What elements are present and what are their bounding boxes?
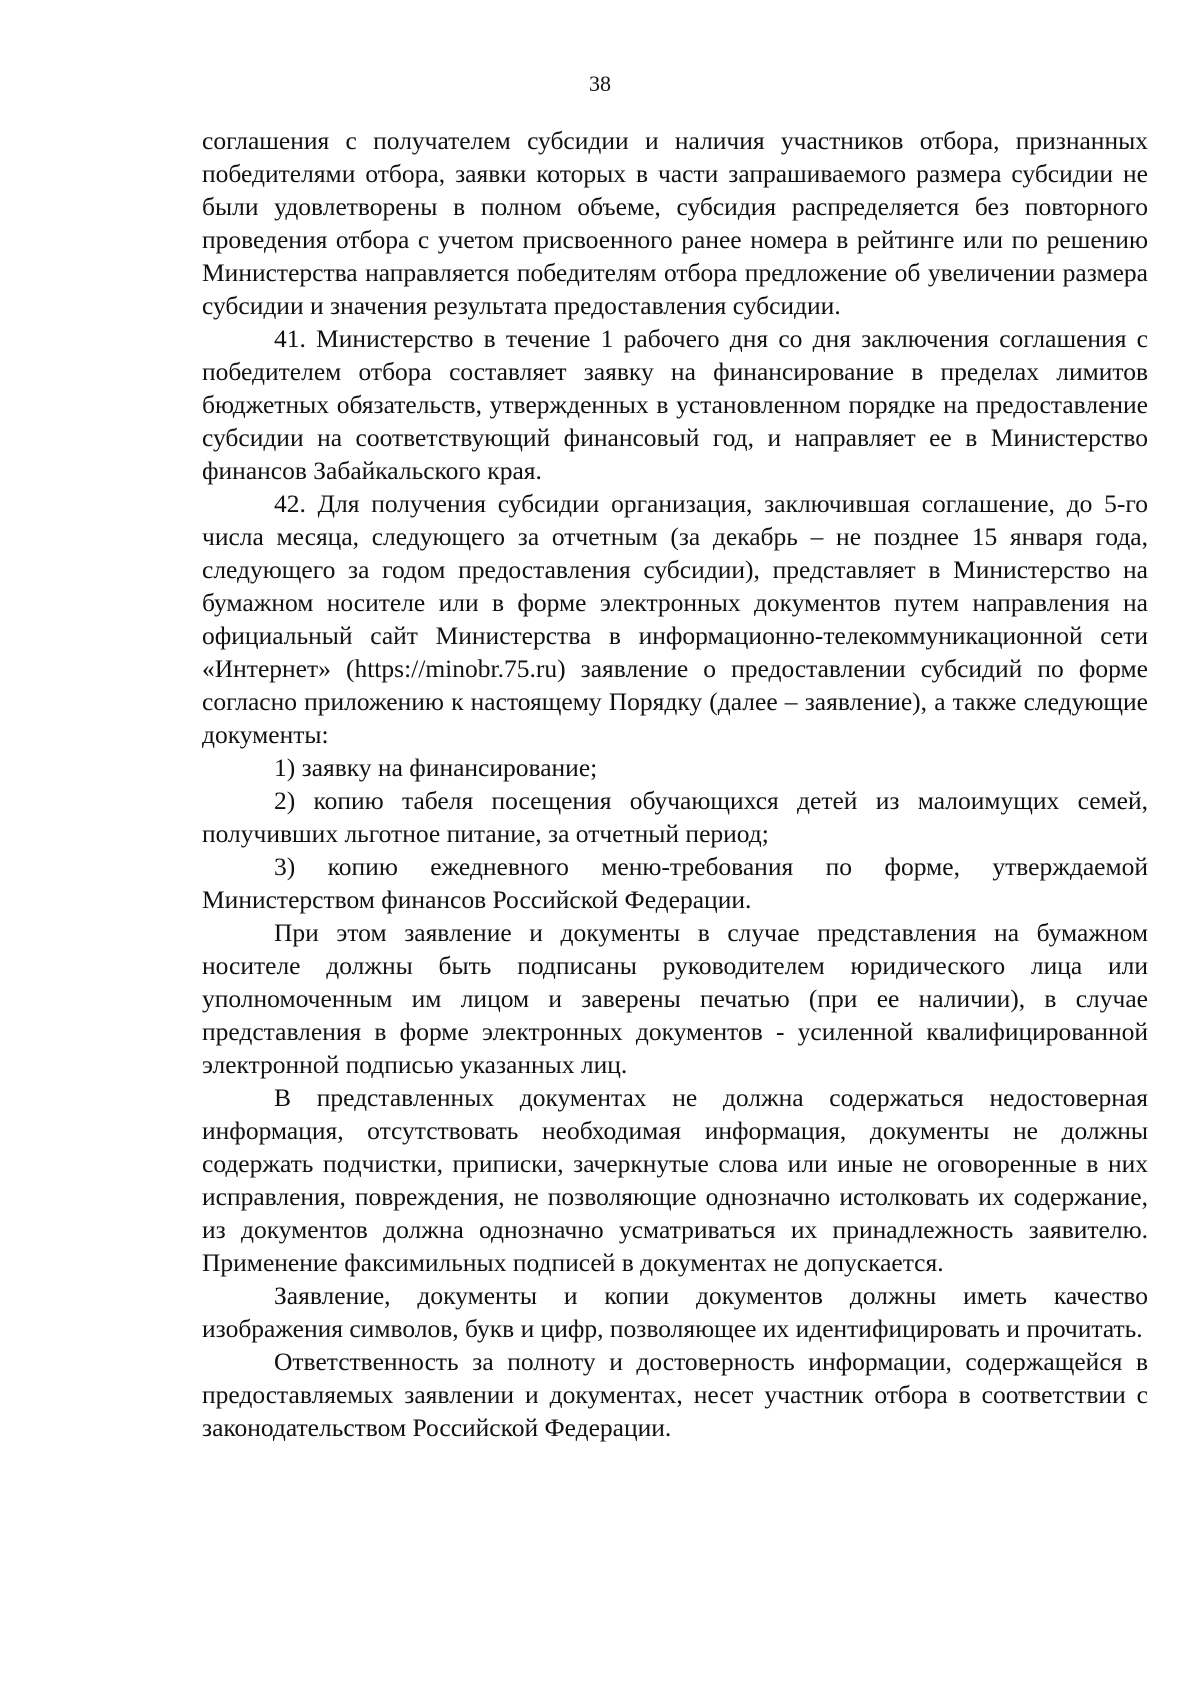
paragraph-clause-42: 42. Для получения субсидии организация, заключившая соглашение, до 5-го числа месяца, следующего за отчетным (за декабрь – не позднее 15 января года, следующего за годом предоставления субсидии), представляет в Министерство на бумажном носителе или в форме электронных документов путем направления на официальный сайт Министерства в информационно-телекоммуникационной сети «Интернет» (https://minobr.75.ru) заявление о предоставлении субсидий по форме согласно приложению к настоящему Порядку (далее – заявление), а также следующие документы: (202, 489, 1148, 749)
paragraph-document-requirements: В представленных документах не должна содержаться недостоверная информация, отсутствовать необходимая информация, документы не должны содержать подчистки, приписки, зачеркнутые слова или иные не оговоренные в них исправления, повреждения, не позволяющие однозначно истолковать их содержание, из документов должна однозначно усматриваться их принадлежность заявителю. Применение факсимильных подписей в документах не допускается. (202, 1083, 1148, 1277)
paragraph-signing: При этом заявление и документы в случае представления на бумажном носителе должны быть подписаны руководителем юридического лица или уполномоченным им лицом и заверены печатью (при ее наличии), в случае представления в форме электронных документов - усиленной квалифицированной электронной подписью указанных лиц. (202, 918, 1148, 1079)
paragraph-responsibility: Ответственность за полноту и достоверность информации, содержащейся в предоставляемых заявлении и документах, несет участник отбора в соответствии с законодательством Российской Федерации. (202, 1347, 1148, 1442)
paragraph-image-quality: Заявление, документы и копии документов должны иметь качество изображения символов, букв и цифр, позволяющее их идентифицировать и прочитать. (202, 1281, 1148, 1343)
page-number: 38 (589, 71, 611, 96)
paragraph-continuation: соглашения с получателем субсидии и наличия участников отбора, признанных победителями отбора, заявки которых в части запрашиваемого размера субсидии не были удовлетворены в полном объеме, субсидия распределяется без повторного проведения отбора с учетом присвоенного ранее номера в рейтинге или по решению Министерства направляется победителям отбора предложение об увеличении размера субсидии и значения результата предоставления субсидии. (202, 126, 1148, 320)
list-item-3: 3) копию ежедневного меню-требования по форме, утверждаемой Министерством финансов Российской Федерации. (202, 852, 1148, 914)
list-item-1: 1) заявку на финансирование; (274, 753, 598, 782)
paragraph-clause-41: 41. Министерство в течение 1 рабочего дня со дня заключения соглашения с победителем отбора составляет заявку на финансирование в пределах лимитов бюджетных обязательств, утвержденных в установленном порядке на предоставление субсидии на соответствующий финансовый год, и направляет ее в Министерство финансов Забайкальского края. (202, 324, 1148, 485)
document-body (202, 124, 1148, 1444)
list-item-2: 2) копию табеля посещения обучающихся детей из малоимущих семей, получивших льготное питание, за отчетный период; (202, 786, 1148, 848)
